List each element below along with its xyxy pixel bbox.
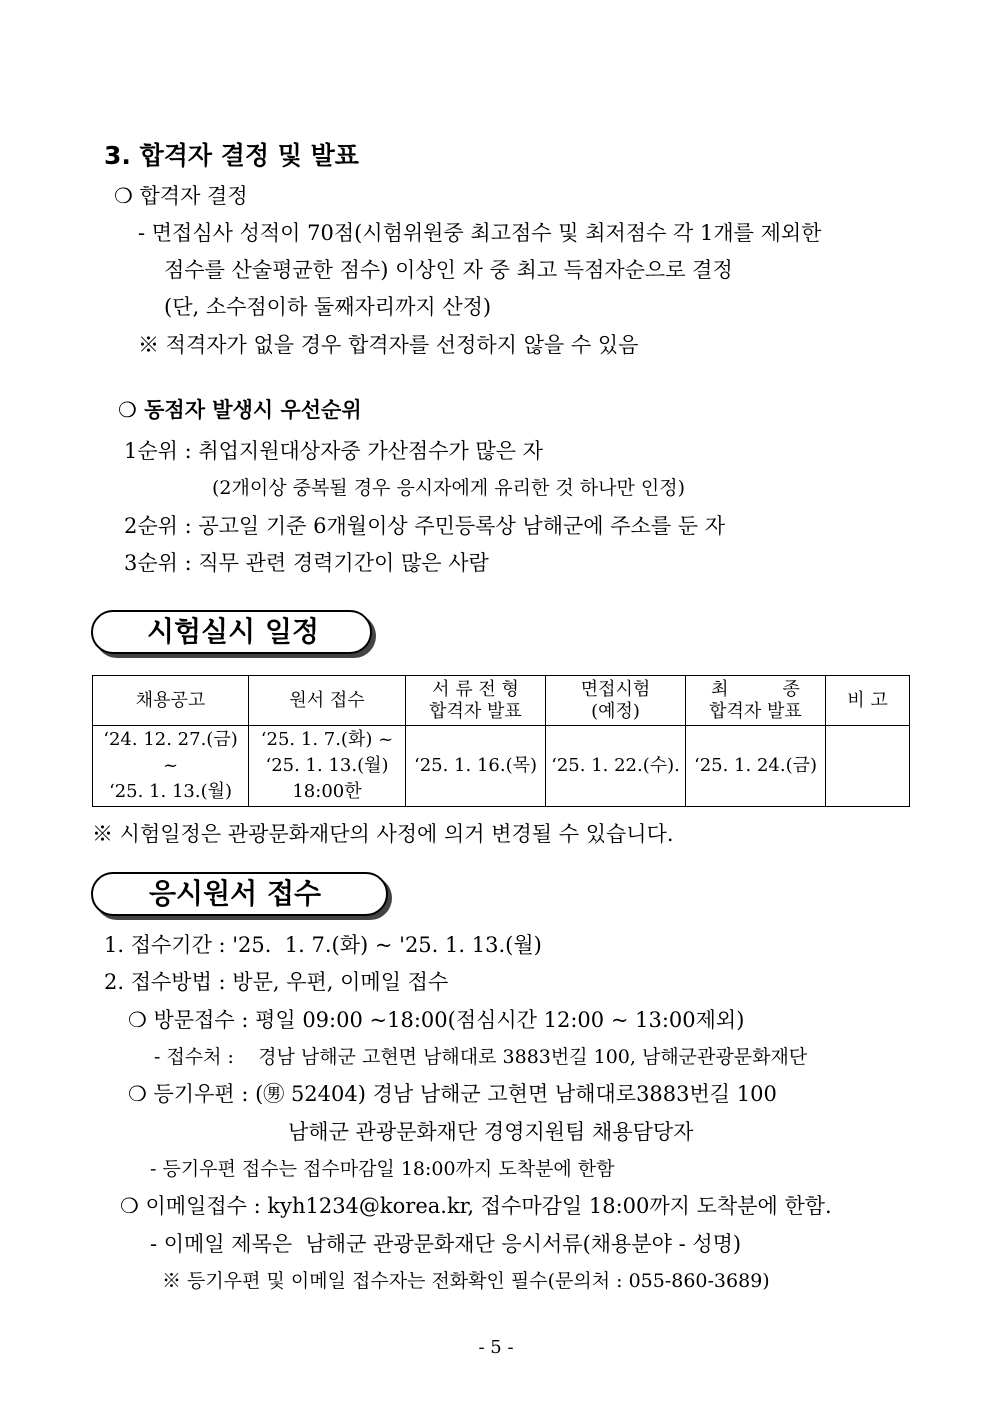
application-method: 2. 접수방법 : 방문, 우편, 이메일 접수 bbox=[104, 970, 449, 994]
tie-title: ❍ 동점자 발생시 우선순위 bbox=[118, 398, 362, 422]
tie-rank-2: 2순위 : 공고일 기준 6개월이상 주민등록상 남해군에 주소를 둔 자 bbox=[124, 514, 726, 538]
email-subject: - 이메일 제목은 남해군 관광문화재단 응시서류(채용분야 - 성명) bbox=[150, 1232, 742, 1256]
decision-note: ※ 적격자가 없을 경우 합격자를 선정하지 않을 수 있음 bbox=[138, 333, 639, 357]
decision-title: ❍ 합격자 결정 bbox=[114, 184, 248, 208]
cell-final-result: ‘25. 1. 24.(금) bbox=[686, 726, 826, 807]
tie-rank-1: 1순위 : 취업지원대상자중 가산점수가 많은 자 bbox=[124, 439, 543, 463]
header-remarks: 비 고 bbox=[826, 676, 910, 726]
application-banner bbox=[91, 872, 388, 916]
visit-application: ❍ 방문접수 : 평일 09:00 ~18:00(점심시간 12:00 ~ 13:00제외) bbox=[128, 1008, 745, 1032]
schedule-note: ※ 시험일정은 관광문화재단의 사정에 의거 변경될 수 있습니다. bbox=[92, 822, 674, 846]
cell-interview: ‘25. 1. 22.(수). bbox=[546, 726, 686, 807]
cell-remarks bbox=[826, 726, 910, 807]
tie-rank-1-detail: (2개이상 중복될 경우 응시자에게 유리한 것 하나만 인정) bbox=[212, 477, 685, 499]
page-number: - 5 - bbox=[478, 1337, 514, 1358]
decision-line-1: - 면접심사 성적이 70점(시험위원중 최고점수 및 최저점수 각 1개를 제외한 bbox=[138, 221, 822, 245]
mail-application: ❍ 등기우편 : (㊚ 52404) 경남 남해군 고현면 남해대로3883번길 100 bbox=[128, 1082, 777, 1106]
section-heading: 3. 합격자 결정 및 발표 bbox=[104, 141, 359, 170]
cell-announcement: ‘24. 12. 27.(금) ~ ‘25. 1. 13.(월) bbox=[93, 726, 249, 807]
schedule-table bbox=[92, 675, 910, 807]
table-header-row bbox=[93, 676, 910, 726]
header-interview: 면접시험 (예정) bbox=[546, 676, 686, 726]
email-application: ❍ 이메일접수 : kyh1234@korea.kr, 접수마감일 18:00까지 도착분에 한함. bbox=[120, 1194, 832, 1218]
header-document-result: 서 류 전 형 합격자 발표 bbox=[406, 676, 546, 726]
application-banner-title: 응시원서 접수 bbox=[149, 877, 322, 910]
mail-note: - 등기우편 접수는 접수마감일 18:00까지 도착분에 한함 bbox=[150, 1158, 615, 1180]
decision-line-2: 점수를 산술평균한 점수) 이상인 자 중 최고 득점자순으로 결정 bbox=[164, 258, 733, 282]
cell-application: ‘25. 1. 7.(화) ~ ‘25. 1. 13.(월) 18:00한 bbox=[249, 726, 406, 807]
visit-place: - 접수처 : 경남 남해군 고현면 남해대로 3883번길 100, 남해군관광문화재단 bbox=[154, 1046, 808, 1068]
schedule-banner bbox=[91, 610, 372, 654]
mail-recipient: 남해군 관광문화재단 경영지원팀 채용담당자 bbox=[288, 1120, 694, 1144]
schedule-banner-title: 시험실시 일정 bbox=[147, 615, 320, 648]
cell-document-result: ‘25. 1. 16.(목) bbox=[406, 726, 546, 807]
header-announcement: 채용공고 bbox=[93, 676, 249, 726]
tie-rank-3: 3순위 : 직무 관련 경력기간이 많은 사람 bbox=[124, 551, 489, 575]
header-final-result: 최 종 합격자 발표 bbox=[686, 676, 826, 726]
application-period: 1. 접수기간 : '25. 1. 7.(화) ~ '25. 1. 13.(월) bbox=[104, 933, 542, 957]
header-application: 원서 접수 bbox=[249, 676, 406, 726]
decision-line-3: (단, 소수점이하 둘째자리까지 산정) bbox=[164, 295, 492, 319]
email-note: ※ 등기우편 및 이메일 접수자는 전화확인 필수(문의처 : 055-860-3689) bbox=[162, 1270, 770, 1292]
table-row bbox=[93, 726, 910, 807]
